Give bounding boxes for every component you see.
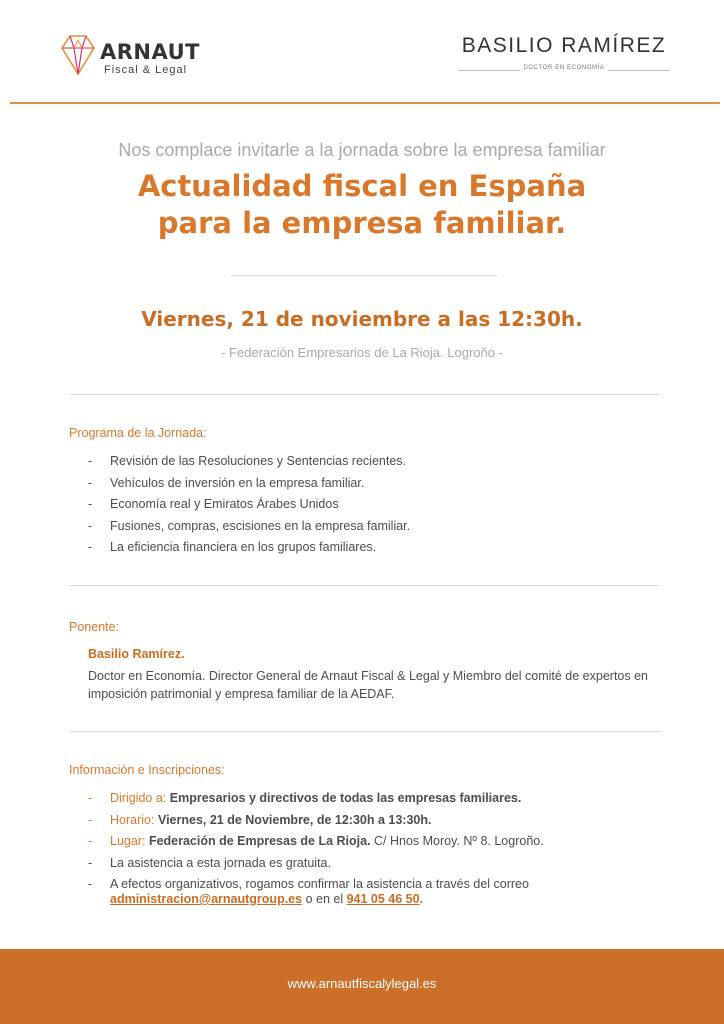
- place-value: Federación de Empresas de La Rioja.: [148, 834, 371, 848]
- info-item-free: [88, 853, 668, 875]
- dash-bullet: -: [88, 877, 93, 891]
- audience-value: Empresarios y directivos de todas las empresas familiares.: [169, 791, 522, 805]
- confirm-text: A efectos organizativos, rogamos confirmar la asistencia a través del correo: [110, 877, 529, 891]
- dash-bullet: -: [88, 791, 93, 805]
- brand-subtitle: Fiscal & Legal: [104, 64, 188, 76]
- invitation-intro: Nos complace invitarle a la jornada sobre la empresa familiar: [118, 140, 606, 160]
- email-link[interactable]: administracion@arnautgroup.es: [110, 892, 303, 906]
- header-divider: [10, 102, 720, 104]
- dash-bullet: -: [88, 518, 93, 533]
- arnaut-logo[interactable]: [60, 34, 200, 80]
- dash-bullet: -: [88, 855, 93, 870]
- info-item-confirm: [88, 874, 668, 907]
- info-list: [88, 788, 668, 907]
- free-note: La asistencia a esta jornada es gratuita.: [110, 855, 331, 870]
- program-item: - Fusiones, compras, escisiones en la empresa familiar.: [88, 516, 668, 538]
- section-divider: [69, 394, 660, 395]
- place-label: Lugar:: [110, 834, 146, 848]
- final-period: .: [419, 892, 424, 906]
- gem-icon: [60, 34, 96, 76]
- event-title-line-1: Actualidad fiscal en España: [137, 169, 587, 203]
- section-divider: [69, 731, 660, 732]
- dash-bullet: -: [88, 540, 93, 554]
- dash-bullet: -: [88, 834, 93, 848]
- event-venue: - Federación Empresarios de La Rioja. Logroño -: [221, 345, 503, 360]
- website-link[interactable]: www.arnautfiscalylegal.es: [287, 976, 437, 991]
- partner-logo: [458, 34, 670, 84]
- dash-bullet: -: [88, 497, 93, 511]
- partner-name: BASILIO RAMÍREZ: [461, 34, 667, 57]
- place-address: C/ Hnos Moroy. Nº 8. Logroño.: [370, 834, 544, 848]
- section-divider: [69, 585, 660, 586]
- info-item-place: [88, 831, 668, 853]
- partner-divider-right: [608, 70, 670, 71]
- schedule-value: Viernes, 21 de Noviembre, de 12:30h a 13:30h.: [157, 812, 432, 827]
- program-heading: Programa de la Jornada:: [69, 426, 207, 440]
- or-text: o en el: [302, 892, 347, 906]
- phone-link[interactable]: 941 05 46 50: [346, 892, 420, 906]
- program-list: [88, 451, 668, 559]
- info-item-audience: [88, 788, 668, 810]
- speaker-bio: Doctor en Economía. Director General de Arnaut Fiscal & Legal y Miembro del comité de expertos en imposición patrimonial y empresa familiar de la AEDAF.: [88, 669, 648, 701]
- speaker-heading: Ponente:: [69, 620, 120, 634]
- info-item-schedule: [88, 810, 668, 832]
- schedule-label: Horario:: [110, 812, 155, 827]
- event-title-line-2: para la empresa familiar.: [157, 206, 567, 240]
- speaker-name: Basilio Ramírez.: [88, 647, 185, 661]
- header: [0, 0, 724, 104]
- footer: [0, 949, 724, 1024]
- program-item: - Economía real y Emiratos Árabes Unidos: [88, 494, 668, 516]
- dash-bullet: -: [88, 475, 93, 490]
- dash-bullet: -: [88, 454, 93, 468]
- program-item: - Revisión de las Resoluciones y Sentencias recientes.: [88, 451, 668, 473]
- partner-subtitle: DOCTOR EN ECONOMÍA: [523, 65, 605, 71]
- program-item: - Vehículos de inversión en la empresa familiar.: [88, 473, 668, 495]
- event-title: [0, 168, 724, 242]
- dash-bullet: -: [88, 812, 93, 827]
- event-date: Viernes, 21 de noviembre a las 12:30h.: [141, 307, 583, 331]
- audience-label: Dirigido a:: [110, 791, 167, 805]
- title-divider: [231, 275, 497, 276]
- info-heading: Información e Inscripciones:: [69, 763, 225, 777]
- program-item: - La eficiencia financiera en los grupos familiares.: [88, 537, 668, 559]
- brand-name: ARNAUT: [100, 40, 200, 64]
